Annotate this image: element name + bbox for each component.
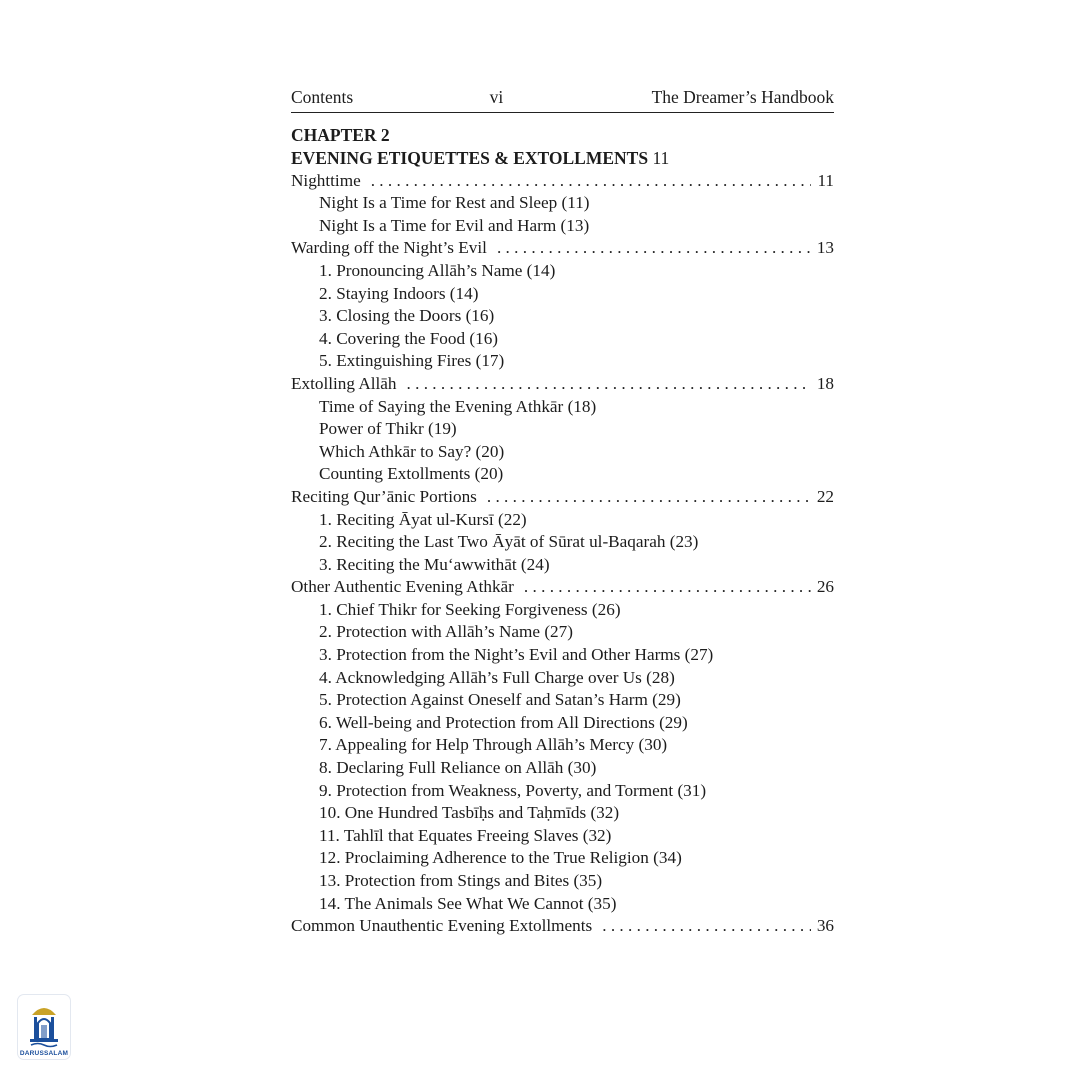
toc-page-number: 13 — [816, 238, 834, 258]
chapter-title — [291, 147, 834, 170]
dot-leader — [371, 170, 811, 193]
chapter-title-text: EVENING ETIQUETTES & EXTOLLMENTS — [291, 147, 649, 168]
toc-section-title: Nighttime — [291, 170, 361, 190]
toc-subentry: 3. Protection from the Night’s Evil and Other Harms (27) — [319, 645, 714, 665]
publisher-logo — [18, 995, 70, 1059]
toc-subentry: 10. One Hundred Tasbīḥs and Taḥmīds (32) — [319, 803, 620, 823]
toc-subentry: 5. Protection Against Oneself and Satan’s Harm (29) — [319, 690, 681, 710]
running-head-book-title: The Dreamer’s Handbook — [651, 87, 834, 107]
toc-list — [291, 170, 834, 938]
toc-subentry: 14. The Animals See What We Cannot (35) — [319, 893, 617, 913]
toc-subentry: 2. Protection with Allāh’s Name (27) — [319, 622, 573, 642]
toc-subentry: Counting Extollments (20) — [319, 464, 504, 484]
toc-subentry: 9. Protection from Weakness, Poverty, and Torment (31) — [319, 780, 707, 800]
toc-subentry: Time of Saying the Evening Athkār (18) — [319, 396, 597, 416]
toc-section — [291, 373, 834, 396]
page-number: vi — [489, 87, 504, 107]
toc-section-title: Warding off the Night’s Evil — [291, 238, 487, 258]
dot-leader — [487, 486, 811, 509]
toc-page-number: 22 — [816, 486, 834, 506]
logo-wordmark: DARUSSALAM — [19, 1050, 69, 1057]
dot-leader — [407, 373, 811, 396]
toc-section — [291, 915, 834, 938]
toc-page-number: 18 — [816, 373, 834, 393]
toc-subentry: Night Is a Time for Rest and Sleep (11) — [319, 193, 590, 213]
toc-subentry: 1. Pronouncing Allāh’s Name (14) — [319, 260, 556, 280]
toc-section-title: Other Authentic Evening Athkār — [291, 577, 514, 597]
toc-page — [291, 86, 834, 938]
toc-subentry: 6. Well-being and Protection from All Directions (29) — [319, 712, 688, 732]
toc-section — [291, 576, 834, 599]
dot-leader — [524, 576, 811, 599]
toc-page-number: 36 — [816, 916, 834, 936]
dot-leader — [497, 237, 811, 260]
toc-subentry: Which Athkār to Say? (20) — [319, 441, 505, 461]
toc-section-title: Common Unauthentic Evening Extollments — [291, 916, 593, 936]
toc-subentry: 5. Extinguishing Fires (17) — [319, 351, 505, 371]
toc-subentry: 4. Acknowledging Allāh’s Full Charge over Us (28) — [319, 667, 675, 687]
toc-section — [291, 486, 834, 509]
toc-subentry: 8. Declaring Full Reliance on Allāh (30) — [319, 758, 597, 778]
toc-subentry: 1. Chief Thikr for Seeking Forgiveness (26) — [319, 599, 621, 619]
toc-subentry: 12. Proclaiming Adherence to the True Religion (34) — [319, 848, 682, 868]
dot-leader — [602, 915, 811, 938]
toc-subentry: 3. Reciting the Mu‘awwithāt (24) — [319, 554, 550, 574]
toc-page-number: 26 — [816, 577, 834, 597]
toc-section — [291, 170, 834, 193]
running-head — [291, 86, 834, 113]
toc-section-title: Reciting Qur’ānic Portions — [291, 486, 477, 506]
toc-subentry: 4. Covering the Food (16) — [319, 328, 499, 348]
toc-subentry: 2. Reciting the Last Two Āyāt of Sūrat ul-Baqarah (23) — [319, 532, 699, 552]
toc-subentry: Night Is a Time for Evil and Harm (13) — [319, 215, 590, 235]
toc-subentry: 2. Staying Indoors (14) — [319, 283, 479, 303]
toc-subentry: Power of Thikr (19) — [319, 419, 457, 439]
chapter-heading — [291, 124, 834, 170]
chapter-label: CHAPTER 2 — [291, 124, 390, 145]
darussalam-logo-icon — [18, 995, 70, 1049]
toc-section — [291, 237, 834, 260]
toc-subentry: 11. Tahlīl that Equates Freeing Slaves (32) — [319, 825, 612, 845]
chapter-page: 11 — [652, 147, 670, 168]
toc-subentry: 7. Appealing for Help Through Allāh’s Mercy (30) — [319, 735, 668, 755]
running-head-left: Contents — [291, 87, 354, 107]
toc-subentry: 3. Closing the Doors (16) — [319, 306, 495, 326]
toc-subentry: 13. Protection from Stings and Bites (35) — [319, 871, 603, 890]
toc-subentry: 1. Reciting Āyat ul-Kursī (22) — [319, 509, 527, 529]
toc-section-title: Extolling Allāh — [291, 373, 397, 393]
toc-page-number: 11 — [817, 170, 834, 190]
